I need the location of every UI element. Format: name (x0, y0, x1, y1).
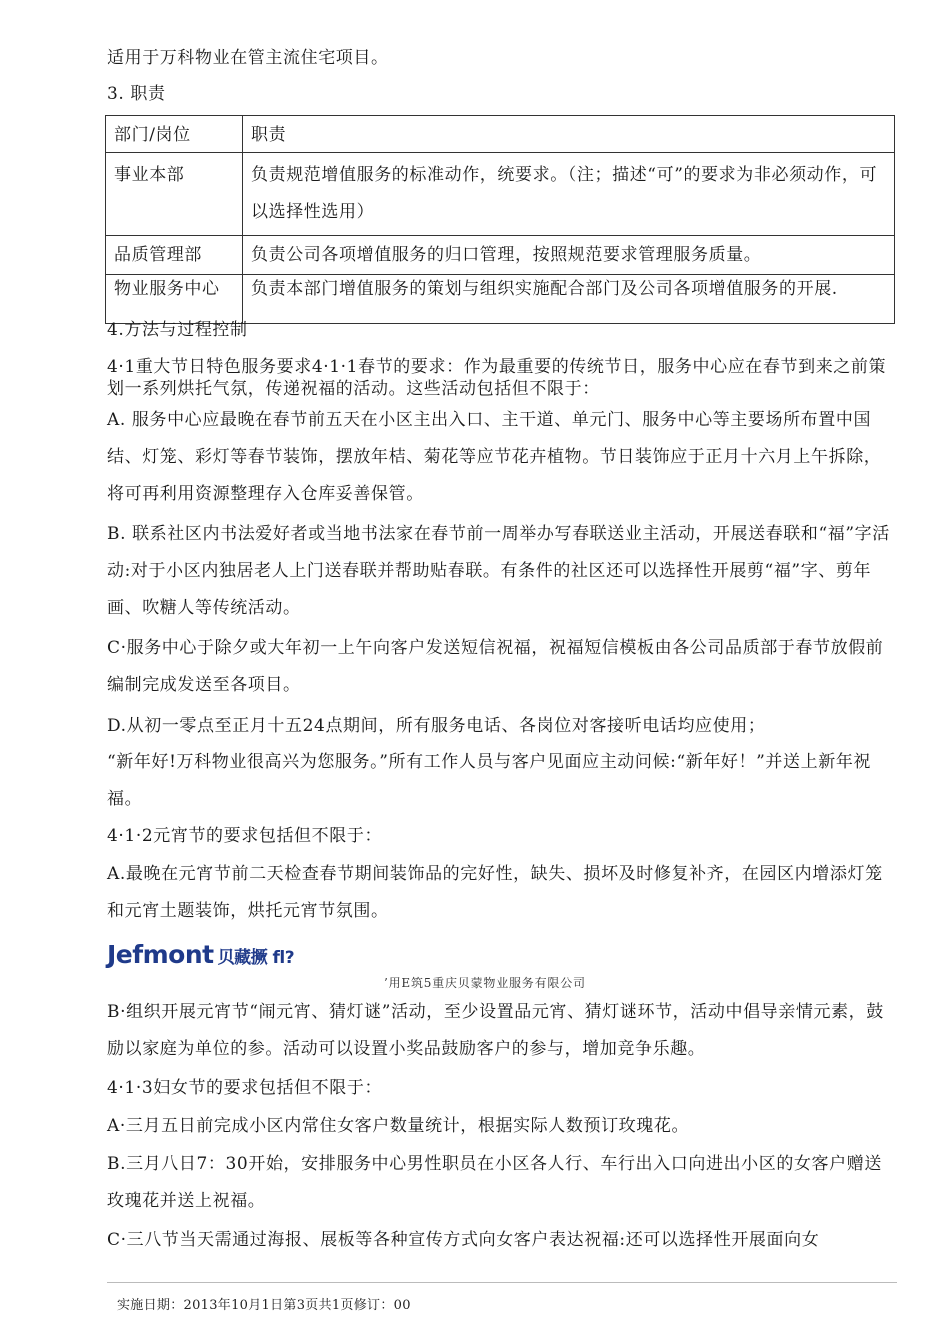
paragraph-4-1-2-a: A.最晚在元宵节前二天检查春节期间装饰品的完好性，缺失、损坏及时修复补齐，在园区内增添灯笼和元宵土题装饰，烘托元宵节氛围。 (107, 864, 883, 921)
section-4-title: 4.方法与过程控制 (107, 320, 248, 340)
paragraph-d: D.从初一零点至正月十五24点期间，所有服务电话、各岗位对客接听电话均应使用； (107, 716, 766, 736)
duty-table (105, 115, 895, 324)
table-row (106, 236, 895, 275)
paragraph-c: C·服务中心于除夕或大年初一上午向客户发送短信祝福，祝福短信模板由各公司品质部于春节放假前编制完成发送至各项目。 (107, 638, 884, 695)
company-name: ’用E筑5重庆贝蒙物业服务有限公司 (384, 976, 586, 990)
table-cell-duty: 负责公司各项增值服务的归口管理，按照规范要求管理服务质量。 (243, 236, 895, 275)
logo-text-en: Jefmont (107, 940, 214, 969)
paragraph-b: B. 联系社区内书法爱好者或当地书法家在春节前一周举办写春联送业主活动，开展送春联和“福”字活动:对于小区内独居老人上门送春联并帮助贴春联。有条件的社区还可以选择性开展剪“福”字、剪年画、吹糖人等传统活动。 (107, 524, 890, 618)
table-cell-duty: 负责本部门增值服务的策划与组织实施配合部门及公司各项增值服务的开展. (243, 275, 895, 324)
company-logo (107, 940, 294, 969)
table-cell-dept: 物业服务中心 (106, 275, 243, 324)
table-header-dept: 部门/岗位 (106, 116, 243, 153)
paragraph-4-1-1: 4·1重大节日特色服务要求4·1·1春节的要求：作为最重要的传统节日，服务中心应在春节到来之前策划一系列烘托气氛，传递祝福的活动。这些活动包括但不限于： (107, 357, 887, 399)
paragraph-d-continued: “新年好!万科物业很高兴为您服务。”所有工作人员与客户见面应主动问候:“新年好！”并送上新年祝福。 (107, 752, 872, 809)
paragraph-4-1-2: 4·1·2元宵节的要求包括但不限于： (107, 826, 383, 846)
section-3-title: 3. 职责 (107, 84, 166, 104)
paragraph-4-1-3: 4·1·3妇女节的要求包括但不限于： (107, 1078, 383, 1098)
paragraph-a: A. 服务中心应最晚在春节前五天在小区主出入口、主干道、单元门、服务中心等主要场所布置中国结、灯笼、彩灯等春节装饰，摆放年桔、菊花等应节花卉植物。节日装饰应于正月十六月上午拆除，将可再利用资源整理存入仓库妥善保管。 (107, 410, 882, 504)
footer-divider (107, 1282, 897, 1283)
logo-text-cn: 贝藏撅 fl? (217, 948, 295, 968)
paragraph-4-1-3-a: A·三月五日前完成小区内常住女客户数量统计，根据实际人数预订玫瑰花。 (107, 1116, 690, 1136)
table-row (106, 153, 895, 236)
paragraph-4-1-3-c: C·三八节当天需通过海报、展板等各种宣传方式向女客户表达祝福:还可以选择性开展面向女 (107, 1230, 820, 1250)
footer-text: 实施日期：2013年10月1日第3页共1页修订：00 (117, 1298, 411, 1313)
paragraph-4-1-2-b: B·组织开展元宵节“闹元宵、猜灯谜”活动，至少设置品元宵、猜灯谜环节，活动中倡导亲情元素，鼓励以家庭为单位的参。活动可以设置小奖品鼓励客户的参与，增加竞争乐趣。 (107, 1002, 884, 1059)
intro-text: 适用于万科物业在管主流住宅项目。 (107, 48, 389, 68)
table-cell-dept: 事业本部 (106, 153, 243, 236)
table-header-duty: 职责 (243, 116, 895, 153)
table-header-row (106, 116, 895, 153)
table-cell-dept: 品质管理部 (106, 236, 243, 275)
table-cell-duty: 负责规范增值服务的标准动作，统要求。（注；描述“可”的要求为非必须动作，可以选择性选用） (243, 153, 895, 236)
paragraph-4-1-3-b: B.三月八日7：30开始，安排服务中心男性职员在小区各人行、车行出入口向进出小区的女客户赠送玫瑰花并送上祝福。 (107, 1154, 882, 1211)
